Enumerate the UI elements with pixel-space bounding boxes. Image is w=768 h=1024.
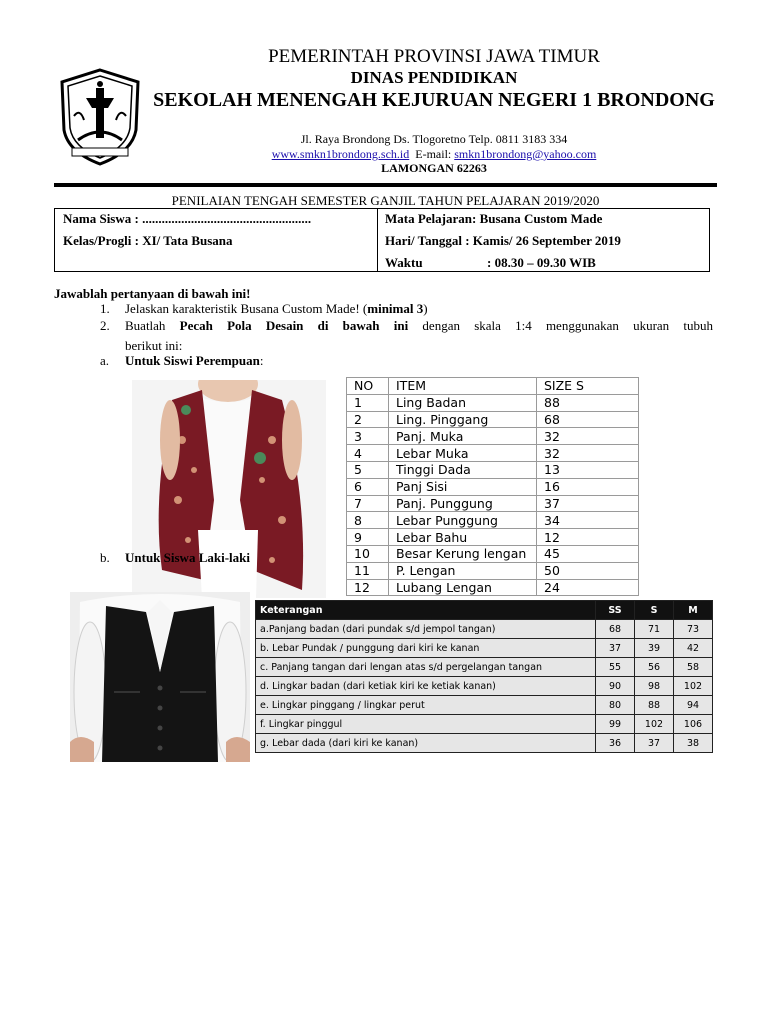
student-name-field: Nama Siswa : .................................................... <box>63 211 312 226</box>
male-size-table <box>255 600 713 753</box>
row-desc: c. Panjang tangan dari lengan atas s/d pergelangan tangan <box>256 658 596 677</box>
table-row <box>256 696 713 715</box>
row-s: 56 <box>635 658 674 677</box>
header-m: M <box>674 601 713 620</box>
q1-end: ) <box>423 301 428 316</box>
row-no: 7 <box>347 495 389 512</box>
row-no: 8 <box>347 512 389 529</box>
part-a-colon: : <box>259 353 264 368</box>
row-m: 58 <box>674 658 713 677</box>
row-no: 3 <box>347 428 389 445</box>
table-row <box>256 620 713 639</box>
email-link[interactable]: smkn1brondong@yahoo.com <box>454 147 597 161</box>
row-item: Panj. Muka <box>389 428 537 445</box>
q2-pre: Buatlah <box>125 318 180 333</box>
row-s: 37 <box>635 734 674 753</box>
row-item: Panj. Punggung <box>389 495 537 512</box>
row-no: 10 <box>347 545 389 562</box>
school-address: Jl. Raya Brondong Ds. Tlogoretno Telp. 0811 3183 334 <box>300 132 568 146</box>
row-no: 2 <box>347 411 389 428</box>
row-no: 6 <box>347 478 389 495</box>
time-label: Waktu <box>385 255 423 270</box>
row-no: 12 <box>347 579 389 596</box>
row-no: 1 <box>347 394 389 411</box>
row-m: 42 <box>674 639 713 658</box>
table-row <box>256 639 713 658</box>
part-a-text: Untuk Siswi Perempuan <box>125 353 260 368</box>
row-desc: g. Lebar dada (dari kiri ke kanan) <box>256 734 596 753</box>
table-row <box>347 495 639 512</box>
row-no: 9 <box>347 529 389 546</box>
row-item: Lebar Punggung <box>389 512 537 529</box>
date-field: Hari/ Tanggal : Kamis/ 26 September 2019 <box>385 233 621 248</box>
class-field: Kelas/Progli : XI/ Tata Busana <box>63 233 233 248</box>
header-s: S <box>635 601 674 620</box>
table-row <box>347 478 639 495</box>
q2-post: dengan skala 1:4 menggunakan ukuran tubuh <box>408 318 714 333</box>
website-link[interactable]: www.smkn1brondong.sch.id <box>271 147 410 161</box>
q2-number: 2. <box>100 318 110 333</box>
header-rule <box>54 183 717 187</box>
question-2 <box>125 318 713 334</box>
row-size: 34 <box>537 512 639 529</box>
row-m: 94 <box>674 696 713 715</box>
table-header-row <box>347 378 639 395</box>
row-desc: e. Lingkar pinggang / lingkar perut <box>256 696 596 715</box>
row-ss: 68 <box>596 620 635 639</box>
row-size: 24 <box>537 579 639 596</box>
q1-bold: minimal 3 <box>367 301 424 316</box>
row-no: 4 <box>347 445 389 462</box>
header-ss: SS <box>596 601 635 620</box>
row-size: 16 <box>537 478 639 495</box>
contact-line <box>150 147 718 162</box>
row-ss: 55 <box>596 658 635 677</box>
table-row <box>256 677 713 696</box>
row-item: Lebar Bahu <box>389 529 537 546</box>
part-b-label: b. <box>100 550 110 565</box>
table-row <box>347 461 639 478</box>
part-b-heading: Untuk Siswa Laki-laki <box>125 550 250 565</box>
q1-text: Jelaskan karakteristik Busana Custom Made! ( <box>125 301 368 316</box>
part-a-heading <box>125 353 263 369</box>
table-row <box>347 545 639 562</box>
table-row <box>347 529 639 546</box>
row-m: 106 <box>674 715 713 734</box>
table-row <box>347 428 639 445</box>
row-size: 88 <box>537 394 639 411</box>
row-ss: 80 <box>596 696 635 715</box>
female-size-table <box>346 377 639 596</box>
row-ss: 99 <box>596 715 635 734</box>
header-size: SIZE S <box>537 378 639 395</box>
row-s: 71 <box>635 620 674 639</box>
info-divider <box>377 209 378 271</box>
table-header-row <box>256 601 713 620</box>
row-item: Lubang Lengan <box>389 579 537 596</box>
row-s: 39 <box>635 639 674 658</box>
instruction-heading: Jawablah pertanyaan di bawah ini! <box>54 286 251 301</box>
table-row <box>347 411 639 428</box>
row-item: P. Lengan <box>389 562 537 579</box>
header-keterangan: Keterangan <box>256 601 596 620</box>
row-desc: d. Lingkar badan (dari ketiak kiri ke ketiak kanan) <box>256 677 596 696</box>
row-m: 102 <box>674 677 713 696</box>
q2-bold: Pecah Pola Desain di bawah ini <box>179 318 409 333</box>
row-item: Lebar Muka <box>389 445 537 462</box>
email-label: E-mail: <box>415 147 452 161</box>
row-size: 12 <box>537 529 639 546</box>
q1-number: 1. <box>100 301 110 316</box>
subject-field: Mata Pelajaran: Busana Custom Made <box>385 211 603 226</box>
part-a-label: a. <box>100 353 110 368</box>
row-s: 88 <box>635 696 674 715</box>
question-2-line2: berikut ini: <box>125 338 183 353</box>
table-row <box>347 512 639 529</box>
city-postcode: LAMONGAN 62263 <box>381 161 487 175</box>
row-desc: f. Lingkar pinggul <box>256 715 596 734</box>
school-logo <box>58 68 142 166</box>
row-ss: 37 <box>596 639 635 658</box>
exam-title: PENILAIAN TENGAH SEMESTER GANJIL TAHUN PELAJARAN 2019/2020 <box>171 193 600 208</box>
table-row <box>256 715 713 734</box>
row-size: 32 <box>537 445 639 462</box>
table-row <box>347 394 639 411</box>
dept-title: DINAS PENDIDIKAN <box>350 68 518 87</box>
row-desc: b. Lebar Pundak / punggung dari kiri ke kanan <box>256 639 596 658</box>
table-row <box>256 658 713 677</box>
time-value: : 08.30 – 09.30 WIB <box>487 255 596 270</box>
row-size: 32 <box>537 428 639 445</box>
gov-title: PEMERINTAH PROVINSI JAWA TIMUR <box>268 46 600 67</box>
header-item: ITEM <box>389 378 537 395</box>
row-size: 50 <box>537 562 639 579</box>
row-item: Panj Sisi <box>389 478 537 495</box>
table-row <box>347 445 639 462</box>
row-size: 45 <box>537 545 639 562</box>
table-row <box>256 734 713 753</box>
student-info-box <box>54 208 710 272</box>
table-row <box>347 562 639 579</box>
row-s: 102 <box>635 715 674 734</box>
row-item: Tinggi Dada <box>389 461 537 478</box>
row-desc: a.Panjang badan (dari pundak s/d jempol tangan) <box>256 620 596 639</box>
table-row <box>347 579 639 596</box>
row-ss: 90 <box>596 677 635 696</box>
row-item: Besar Kerung lengan <box>389 545 537 562</box>
row-s: 98 <box>635 677 674 696</box>
male-vest-photo <box>70 592 250 762</box>
row-ss: 36 <box>596 734 635 753</box>
header-no: NO <box>347 378 389 395</box>
row-no: 11 <box>347 562 389 579</box>
row-no: 5 <box>347 461 389 478</box>
row-item: Ling. Pinggang <box>389 411 537 428</box>
row-size: 37 <box>537 495 639 512</box>
row-m: 73 <box>674 620 713 639</box>
row-item: Ling Badan <box>389 394 537 411</box>
question-1 <box>125 301 428 317</box>
row-size: 68 <box>537 411 639 428</box>
school-title: SEKOLAH MENENGAH KEJURUAN NEGERI 1 BRONDONG <box>153 89 715 111</box>
row-m: 38 <box>674 734 713 753</box>
row-size: 13 <box>537 461 639 478</box>
